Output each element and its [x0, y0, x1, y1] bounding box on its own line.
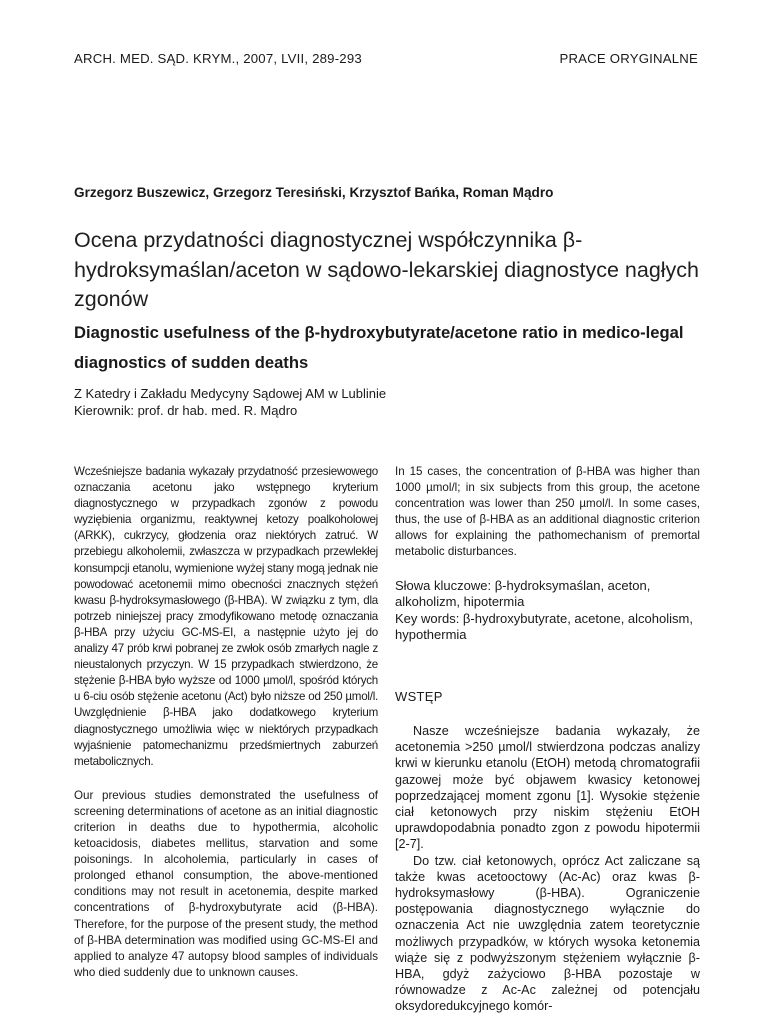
section-heading: WSTĘP — [395, 688, 443, 704]
abstract-english: Our previous studies demonstrated the usefulness of screening determinations of acetone as an initial diagnostic criterion in deaths due to hypothermia, alcoholic ketoacidosis, diabetes mellitus, starvation and some poisonings. In alcoholemia, particularly in cases of prolonged ethanol consumption, the above-mentioned conditions may not result in acetonemia, despite marked concentrations of β-hydroxybutyrate acid (β-HBA). Therefore, for the purpose of the present study, the method of β-HBA determination was modified using GC-MS-EI and applied to analyze 47 autopsy blood samples of individuals who died suddenly due to unknown causes. — [74, 788, 378, 979]
authors: Grzegorz Buszewicz, Grzegorz Teresiński, Krzysztof Bańka, Roman Mądro — [74, 185, 554, 200]
right-column — [395, 464, 700, 1015]
journal-reference: ARCH. MED. SĄD. KRYM., 2007, LVII, 289-293 — [74, 51, 362, 66]
affiliation-head: Kierownik: prof. dr hab. med. R. Mądro — [74, 402, 298, 418]
keywords-english: Key words: β-hydroxybutyrate, acetone, alcoholism, hypothermia — [395, 610, 693, 643]
abstract-english-continued: In 15 cases, the concentration of β-HBA was higher than 1000 µmol/l; in six subjects from this group, the acetone concentration was lower than 250 µmol/l. In some cases, thus, the use of β-HBA as an additional diagnostic criterion allows for explaining the pathomechanism of premortal metabolic disturbances. — [395, 465, 700, 559]
affiliation-department: Z Katedry i Zakładu Medycyny Sądowej AM w Lublinie — [74, 386, 387, 401]
body-paragraph: Nasze wcześniejsze badania wykazały, że acetonemia >250 µmol/l stwierdzona podczas analizy krwi w kierunku etanolu (EtOH) metodą chromatografii gazowej może być objawem kwasicy ketonowej poprzedzającej moment zgonu [1]. Wysokie stężenie ciał ketonowych przy niskim stężeniu EtOH uprawdopodabnia ponadto zgon z powodu hipotermii [2-7]. — [395, 724, 700, 852]
title-polish: Ocena przydatności diagnostycznej współczynnika β-hydroksymaślan/aceton w sądowo-lekarskiej diagnostyce nagłych zgonów — [74, 228, 700, 311]
body-text — [395, 723, 700, 1015]
title-english: Diagnostic usefulness of the β-hydroxybutyrate/acetone ratio in medico-legal diagnostics of sudden deaths — [74, 323, 684, 372]
keywords — [395, 578, 700, 644]
abstract-polish: Wcześniejsze badania wykazały przydatność przesiewowego oznaczania acetonu jako wstępnego kryterium diagnostycznego w przypadkach zgonów z powodu wyziębienia organizmu, reaktywnej ketozy poalkoholowej (ARKK), cukrzycy, głodzenia oraz niektórych zatruć. W przebiegu alkoholemii, zwłaszcza w przypadkach przewlekłej konsumpcji etanolu, wymienione wyżej stany mogą jednak nie powodować acetonemii mimo obecności znacznych stężeń kwasu β-hydroksymasłowego (β-HBA). W związku z tym, dla potrzeb niniejszej pracy zmodyfikowano metodę oznaczania β-HBA przy użyciu GC-MS-EI, a następnie użyto jej do analizy 47 prób krwi pobranej ze zwłok osób zmarłych nagle z nieustalonych przyczyn. W 15 przypadkach stwierdzono, że stężenie β-HBA było wyższe od 1000 µmol/l, spośród których u 6-ciu osób stężenie acetonu (Act) było niższe od 250 µmol/l. Uwzględnienie β-HBA jako dodatkowego kryterium diagnostycznego umożliwia więc w niektórych przypadkach wyjaśnienie patomechanizmu przedśmiertnych zaburzeń metabolicznych. — [74, 465, 378, 768]
affiliation — [74, 386, 386, 419]
left-column — [74, 464, 378, 981]
keywords-polish: Słowa kluczowe: β-hydroksymaślan, aceton, alkoholizm, hipotermia — [395, 577, 651, 610]
body-paragraph: Do tzw. ciał ketonowych, oprócz Act zaliczane są także kwas acetooctowy (Ac-Ac) oraz kwas β-hydroksymasłowy (β-HBA). Ograniczenie postępowania diagnostycznego wyłącznie do oznaczenia Act nie uwzględnia zatem teoretycznie możliwych przypadków, w których wysoka ketonemia wiąże się z podwyższonym stężeniem wyłącznie β-HBA, gdyż zażyciowo β-HBA pozostaje w równowadze z Ac-Ac zależnej od potencjału oksydoredukcyjnego komór- — [395, 853, 700, 1014]
section-label: PRACE ORYGINALNE — [559, 51, 698, 66]
